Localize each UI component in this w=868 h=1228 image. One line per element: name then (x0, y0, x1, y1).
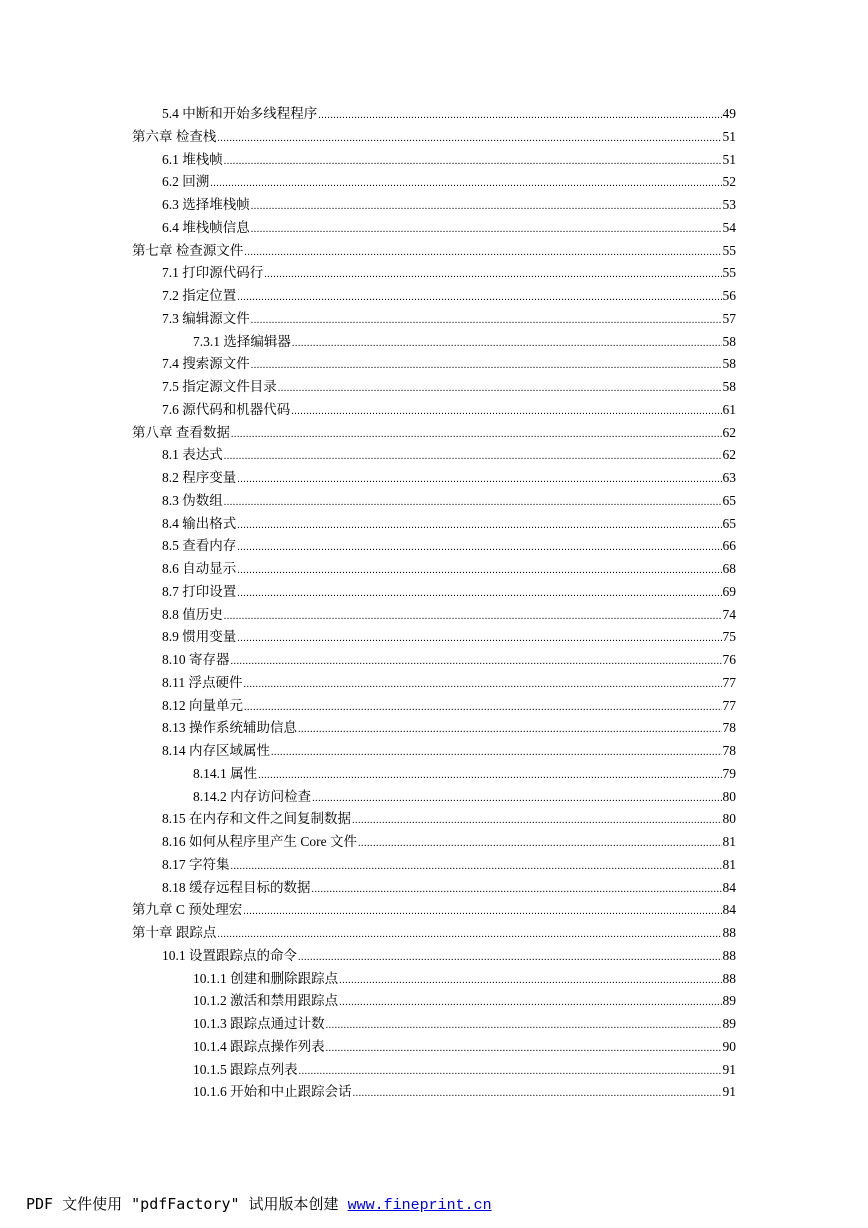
toc-entry[interactable] (193, 332, 736, 352)
toc-leader-dots (224, 607, 722, 627)
toc-entry-page-number: 91 (722, 1084, 736, 1100)
toc-entry[interactable] (162, 263, 736, 283)
toc-leader-dots (299, 1062, 722, 1082)
toc-leader-dots (237, 470, 721, 490)
toc-entry-label: 6.4 堆栈帧信息 (162, 219, 250, 235)
toc-entry[interactable] (162, 809, 736, 829)
toc-entry-page-number: 68 (722, 561, 736, 576)
toc-entry-label: 7.3.1 选择编辑器 (193, 333, 291, 349)
toc-entry-label: 6.3 选择堆栈帧 (162, 197, 250, 212)
toc-entry-label: 6.1 堆栈帧 (162, 151, 223, 167)
toc-leader-dots (224, 152, 722, 172)
toc-entry-label: 10.1.2 激活和禁用跟踪点 (193, 993, 339, 1009)
toc-entry[interactable] (162, 627, 736, 647)
toc-entry-label: 6.2 回溯 (162, 174, 210, 190)
toc-entry-page-number: 57 (722, 310, 736, 326)
toc-entry[interactable] (162, 172, 736, 192)
toc-entry[interactable] (162, 741, 736, 761)
toc-entry-page-number: 89 (722, 993, 736, 1009)
toc-entry-page-number: 76 (722, 652, 736, 667)
toc-entry[interactable] (162, 514, 736, 534)
toc-entry[interactable] (162, 218, 736, 238)
toc-entry[interactable] (193, 787, 736, 807)
toc-leader-dots (358, 834, 722, 854)
toc-entry-label: 8.3 伪数组 (162, 492, 223, 508)
toc-leader-dots (244, 243, 721, 263)
toc-leader-dots (217, 925, 721, 945)
footer-text: PDF 文件使用 "pdfFactory" 试用版本创建 (26, 1195, 348, 1213)
toc-entry[interactable] (162, 445, 736, 465)
toc-leader-dots (352, 811, 722, 831)
toc-entry-label: 8.2 程序变量 (162, 470, 237, 485)
toc-entry-page-number: 89 (722, 1016, 736, 1031)
toc-entry-page-number: 88 (722, 925, 736, 940)
toc-entry-page-number: 61 (722, 401, 736, 417)
toc-leader-dots (298, 720, 722, 740)
toc-leader-dots (231, 425, 722, 445)
toc-entry[interactable] (162, 582, 736, 602)
toc-entry-page-number: 58 (722, 356, 736, 372)
toc-entry-page-number: 69 (722, 583, 736, 599)
toc-entry[interactable] (193, 764, 736, 784)
toc-leader-dots (251, 220, 722, 240)
toc-entry[interactable] (162, 536, 736, 556)
toc-entry-label: 8.14.1 属性 (193, 765, 258, 781)
toc-entry[interactable] (132, 923, 736, 943)
toc-leader-dots (292, 334, 722, 354)
toc-leader-dots (271, 743, 722, 763)
toc-entry[interactable] (162, 718, 736, 738)
toc-entry-label: 5.4 中断和开始多线程程序 (162, 106, 318, 121)
toc-entry-label: 10.1.4 跟踪点操作列表 (193, 1038, 325, 1054)
toc-entry-label: 8.14.2 内存访问检查 (193, 788, 312, 804)
toc-entry[interactable] (162, 650, 736, 670)
toc-entry-label: 10.1.3 跟踪点通过计数 (193, 1016, 325, 1031)
toc-entry-page-number: 75 (722, 629, 736, 645)
toc-entry-page-number: 81 (722, 834, 736, 849)
toc-entry-page-number: 78 (722, 720, 736, 736)
toc-entry-label: 7.1 打印源代码行 (162, 265, 264, 281)
toc-leader-dots (244, 698, 722, 718)
toc-leader-dots (251, 197, 722, 217)
toc-entry[interactable] (193, 991, 736, 1011)
toc-entry-page-number: 52 (722, 174, 736, 190)
toc-leader-dots (237, 561, 721, 581)
toc-entry-page-number: 88 (722, 970, 736, 986)
toc-entry-label: 8.9 惯用变量 (162, 629, 237, 645)
toc-leader-dots (237, 584, 721, 604)
toc-entry-page-number: 55 (722, 265, 736, 281)
toc-leader-dots (264, 265, 721, 285)
toc-entry-label: 8.1 表达式 (162, 447, 223, 463)
toc-entry-page-number: 51 (722, 128, 736, 144)
toc-leader-dots (298, 948, 722, 968)
toc-entry-page-number: 65 (722, 492, 736, 508)
toc-entry-label: 7.6 源代码和机器代码 (162, 401, 291, 417)
toc-entry[interactable] (162, 377, 736, 397)
toc-entry-label: 8.17 字符集 (162, 856, 230, 872)
toc-entry[interactable] (162, 605, 736, 625)
toc-entry[interactable] (162, 878, 736, 898)
toc-leader-dots (244, 675, 722, 695)
toc-entry-label: 8.8 值历史 (162, 606, 223, 622)
footer-link[interactable]: www.fineprint.cn (347, 1197, 492, 1214)
toc-entry-label: 8.7 打印设置 (162, 583, 237, 599)
toc-leader-dots (224, 447, 722, 467)
toc-entry[interactable] (193, 1014, 736, 1034)
toc-entry-label: 8.11 浮点硬件 (162, 674, 243, 690)
toc-leader-dots (217, 129, 721, 149)
toc-entry[interactable] (162, 832, 736, 852)
toc-entry-label: 7.2 指定位置 (162, 288, 237, 303)
toc-entry[interactable] (162, 195, 736, 215)
toc-entry[interactable] (162, 491, 736, 511)
toc-entry-page-number: 58 (722, 379, 736, 394)
toc-leader-dots (326, 1039, 722, 1059)
toc-entry-label: 8.15 在内存和文件之间复制数据 (162, 811, 351, 827)
toc-entry[interactable] (162, 673, 736, 693)
toc-leader-dots (231, 652, 722, 672)
toc-entry-page-number: 63 (722, 470, 736, 485)
toc-entry-label: 8.10 寄存器 (162, 652, 230, 667)
toc-entry[interactable] (162, 104, 736, 124)
toc-entry-label: 7.3 编辑源文件 (162, 310, 250, 326)
toc-entry-label: 10.1.6 开始和中止跟踪会话 (193, 1084, 352, 1100)
toc-entry-page-number: 78 (722, 743, 736, 758)
toc-entry-page-number: 84 (722, 902, 736, 918)
toc-entry-page-number: 62 (722, 424, 736, 440)
toc-leader-dots (258, 766, 721, 786)
toc-entry[interactable] (193, 969, 736, 989)
toc-entry[interactable] (162, 559, 736, 579)
toc-leader-dots (231, 857, 722, 877)
toc-entry[interactable] (162, 468, 736, 488)
toc-entry[interactable] (162, 400, 736, 420)
toc-entry-page-number: 54 (722, 219, 736, 235)
toc-entry[interactable] (162, 946, 736, 966)
toc-entry-label: 8.6 自动显示 (162, 561, 237, 576)
toc-entry-label: 8.18 缓存远程目标的数据 (162, 879, 311, 895)
toc-entry[interactable] (162, 354, 736, 374)
pdf-footer (26, 1193, 492, 1217)
toc-leader-dots (210, 174, 721, 194)
toc-entry-page-number: 51 (722, 151, 736, 167)
toc-entry-page-number: 80 (722, 788, 736, 804)
toc-entry-label: 7.5 指定源文件目录 (162, 379, 277, 394)
toc-entry-page-number: 62 (722, 447, 736, 463)
toc-entry-label: 8.16 如何从程序里产生 Core 文件 (162, 834, 357, 849)
toc-entry[interactable] (132, 127, 736, 147)
toc-entry[interactable] (132, 241, 736, 261)
toc-entry[interactable] (162, 309, 736, 329)
toc-entry-page-number: 80 (722, 811, 736, 827)
toc-entry[interactable] (132, 900, 736, 920)
toc-entry-page-number: 91 (722, 1061, 736, 1077)
toc-leader-dots (339, 993, 721, 1013)
toc-entry-label: 8.13 操作系统辅助信息 (162, 720, 297, 736)
toc-entry-page-number: 79 (722, 765, 736, 781)
toc-entry[interactable] (193, 1037, 736, 1057)
toc-entry-label: 8.14 内存区域属性 (162, 743, 270, 758)
toc-leader-dots (278, 379, 722, 399)
toc-entry-label: 第八章 查看数据 (132, 424, 230, 440)
toc-entry-page-number: 84 (722, 879, 736, 895)
toc-entry[interactable] (162, 855, 736, 875)
toc-entry-page-number: 77 (722, 697, 736, 713)
toc-entry-page-number: 58 (722, 333, 736, 349)
toc-entry[interactable] (162, 696, 736, 716)
toc-entry-label: 7.4 搜索源文件 (162, 356, 250, 372)
toc-entry-label: 8.5 查看内存 (162, 538, 237, 554)
toc-entry-page-number: 65 (722, 515, 736, 531)
toc-entry[interactable] (193, 1060, 736, 1080)
toc-leader-dots (251, 311, 722, 331)
toc-entry-page-number: 66 (722, 538, 736, 554)
toc-entry-label: 10.1 设置跟踪点的命令 (162, 947, 297, 963)
toc-entry-label: 第六章 检查栈 (132, 128, 217, 144)
toc-leader-dots (224, 493, 722, 513)
toc-leader-dots (237, 538, 721, 558)
toc-leader-dots (312, 789, 721, 809)
toc-leader-dots (237, 516, 721, 536)
toc-entry-label: 10.1.1 创建和删除跟踪点 (193, 970, 339, 986)
toc-leader-dots (237, 288, 721, 308)
toc-leader-dots (312, 880, 722, 900)
toc-entry-page-number: 55 (722, 242, 736, 258)
toc-leader-dots (326, 1016, 722, 1036)
toc-entry-label: 8.12 向量单元 (162, 697, 243, 713)
toc-entry[interactable] (132, 423, 736, 443)
toc-entry-page-number: 81 (722, 856, 736, 872)
toc-leader-dots (291, 402, 721, 422)
toc-entry-label: 第十章 跟踪点 (132, 925, 217, 940)
toc-leader-dots (251, 356, 722, 376)
toc-entry-page-number: 74 (722, 606, 736, 622)
toc-entry-page-number: 56 (722, 288, 736, 303)
toc-leader-dots (243, 902, 721, 922)
toc-entry[interactable] (162, 150, 736, 170)
toc-leader-dots (353, 1084, 722, 1104)
toc-entry-page-number: 90 (722, 1038, 736, 1054)
toc-entry[interactable] (193, 1082, 736, 1102)
toc-entry-label: 8.4 输出格式 (162, 515, 237, 531)
toc-leader-dots (318, 106, 721, 126)
toc-leader-dots (339, 971, 721, 991)
toc-entry-page-number: 77 (722, 674, 736, 690)
toc-entry-page-number: 49 (722, 106, 736, 121)
toc-entry-page-number: 88 (722, 947, 736, 963)
toc-entry-label: 10.1.5 跟踪点列表 (193, 1061, 298, 1077)
toc-leader-dots (237, 629, 721, 649)
toc-entry-label: 第七章 检查源文件 (132, 242, 244, 258)
toc-entry-label: 第九章 C 预处理宏 (132, 902, 243, 918)
toc-entry[interactable] (162, 286, 736, 306)
toc-entry-page-number: 53 (722, 197, 736, 212)
